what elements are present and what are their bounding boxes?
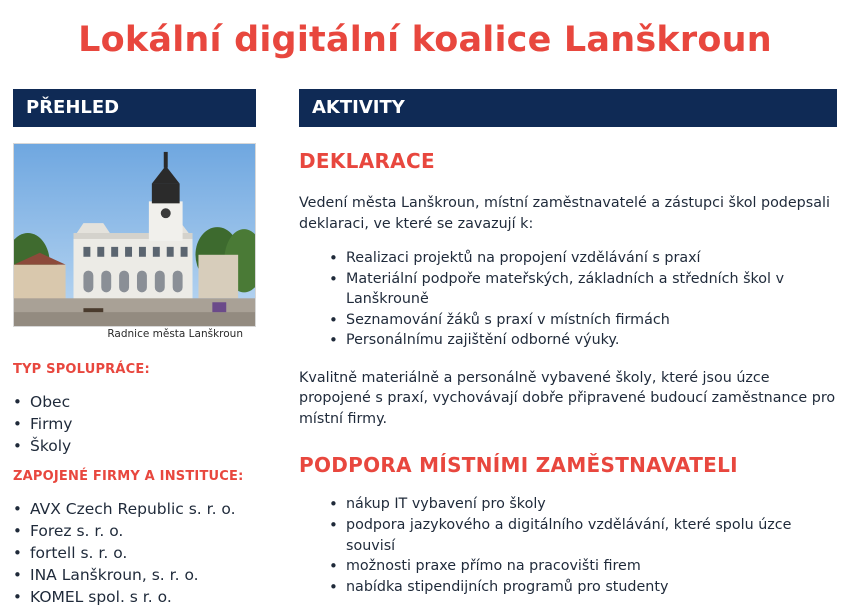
list-item: • KOMEL spol. s r. o.: [13, 588, 172, 606]
cooperation-type-heading: TYP SPOLUPRÁCE:: [13, 362, 150, 377]
involved-firms-list: [13, 498, 256, 608]
town-hall-photo: [13, 143, 256, 327]
list-item: • nákup IT vybavení pro školy: [329, 494, 837, 515]
list-item: • Personálnímu zajištění odborné výuky.: [329, 330, 837, 351]
list-item: • možnosti praxe přímo na pracovišti firem: [329, 556, 837, 577]
declaration-intro: Vedení města Lanškroun, místní zaměstnavatelé a zástupci škol podepsali deklaraci, ve které se zavazují k:: [299, 195, 830, 232]
list-item: • fortell s. r. o.: [13, 544, 128, 562]
involved-firms-heading: ZAPOJENÉ FIRMY A INSTITUCE:: [13, 469, 244, 484]
employer-support-list: [299, 494, 837, 597]
list-item: • Firmy: [13, 415, 73, 433]
declaration-outro: Kvalitně materiálně a personálně vybavené školy, které jsou úzce propojené s praxí, vychovávají dobře připravené budoucí zaměstnance pro místní firmy.: [299, 369, 836, 427]
declaration-heading: DEKLARACE: [299, 149, 435, 173]
cooperation-type-list: [13, 391, 256, 457]
list-item: • nabídka stipendijních programů pro studenty: [329, 577, 837, 598]
activities-column: [299, 89, 837, 597]
list-item: • INA Lanškroun, s. r. o.: [13, 566, 199, 584]
list-item: • Forez s. r. o.: [13, 522, 124, 540]
list-item: • Obec: [13, 393, 71, 411]
overview-header: PŘEHLED: [13, 89, 256, 127]
list-item: • Realizaci projektů na propojení vzdělávání s praxí: [329, 248, 837, 269]
activities-header: AKTIVITY: [299, 89, 837, 127]
list-item: • AVX Czech Republic s. r. o.: [13, 500, 236, 518]
page-title: Lokální digitální koalice Lanškroun: [78, 20, 772, 60]
overview-column: [13, 89, 256, 608]
list-item: • Školy: [13, 437, 72, 455]
list-item: • podpora jazykového a digitálního vzdělávání, které spolu úzce souvisí: [329, 515, 837, 556]
list-item: • Materiální podpoře mateřských, základních a středních škol v Lanškrouně: [329, 269, 837, 310]
photo-caption: Radnice města Lanškroun: [107, 328, 243, 340]
list-item: • Seznamování žáků s praxí v místních firmách: [329, 310, 837, 331]
declaration-list: [299, 248, 837, 351]
employer-support-heading: PODPORA MÍSTNÍMI ZAMĚSTNAVATELI: [299, 453, 738, 478]
